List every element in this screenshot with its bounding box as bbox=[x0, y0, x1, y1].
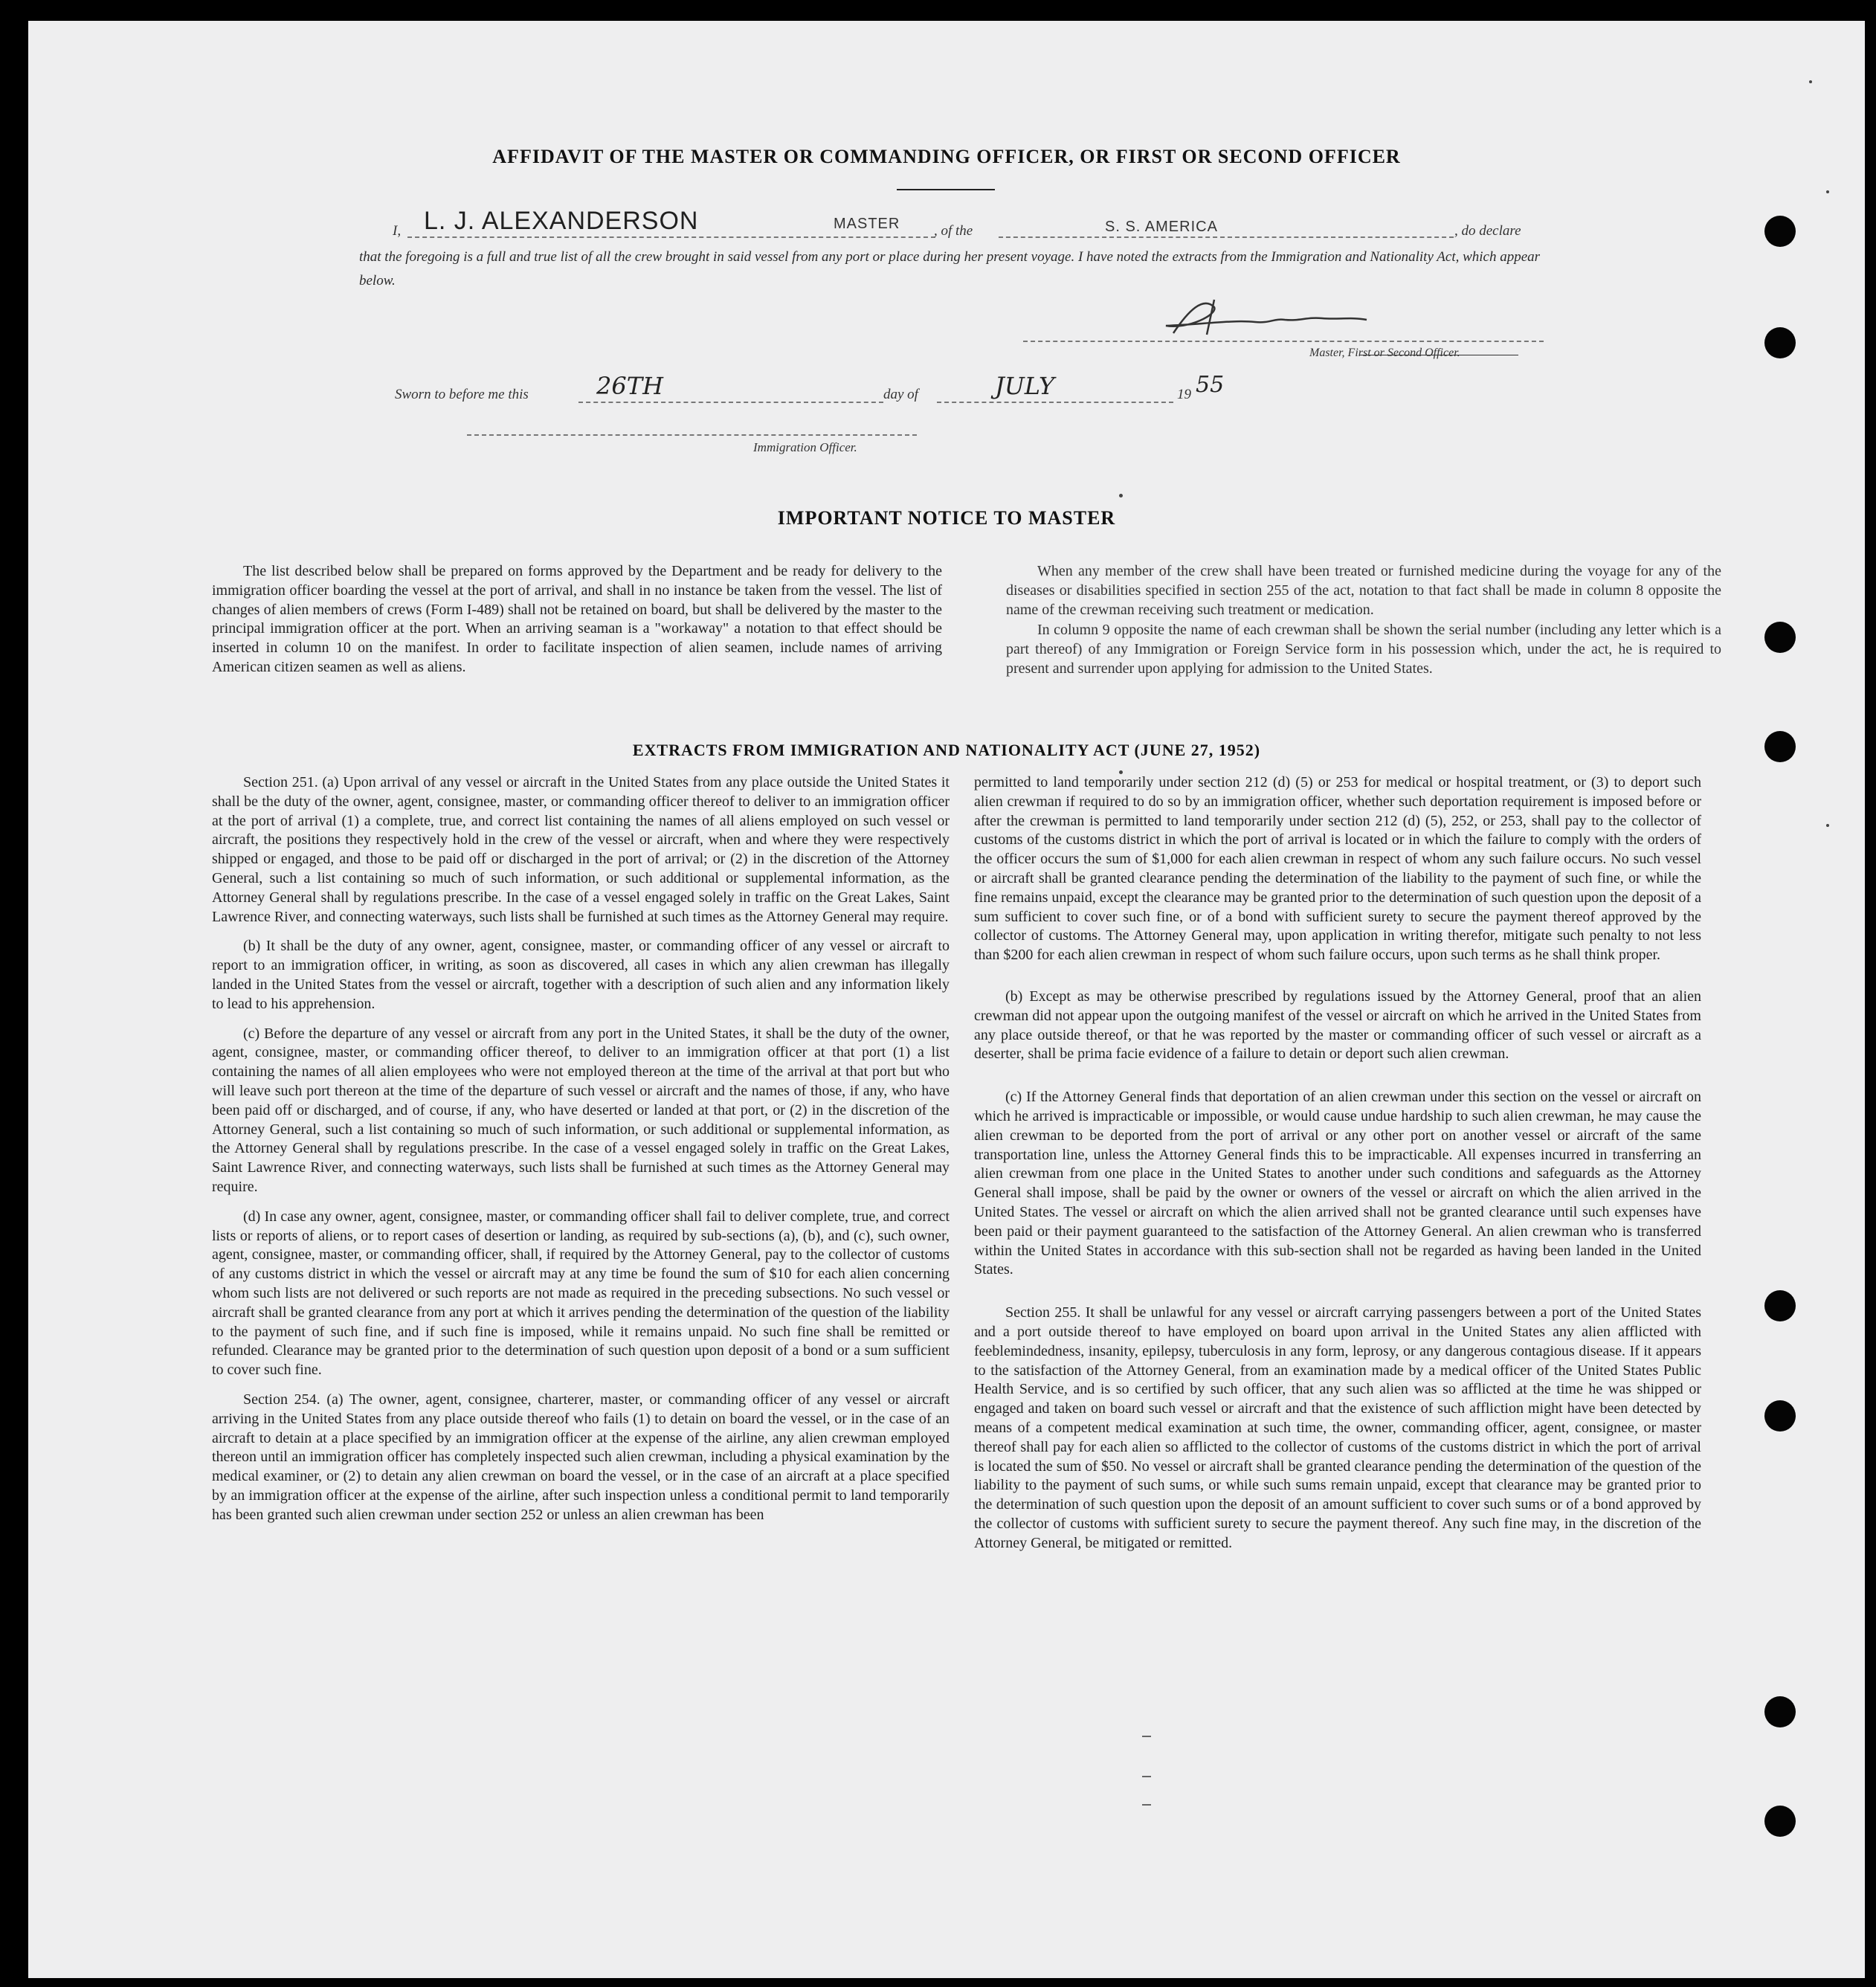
binder-hole bbox=[1764, 216, 1796, 247]
scan-mark bbox=[1809, 80, 1812, 83]
scan-mark bbox=[1826, 190, 1829, 193]
binder-hole bbox=[1764, 1696, 1796, 1727]
scan-mark bbox=[1119, 494, 1123, 497]
affidavit-title: AFFIDAVIT OF THE MASTER OR COMMANDING OFFICER, OR FIRST OR SECOND OFFICER bbox=[492, 146, 1401, 167]
section-255: Section 255. It shall be unlawful for any vessel or aircraft carrying passengers between a port of the United States and a port outside thereof to have employed on board upon arrival in the United States any alien afflicted with feeblemindedness, insanity, epilepsy, tuberculosis in any form, leprosy, or any dangerous contagious disease. If it appears to the satisfaction of the Attorney General, from an examination made by a medical officer of the United States Public Health Service, and is so certified by such officer, that any such alien was so afflicted at the time he was shipped or engaged and taken on board such vessel or aircraft and that the existence of such affliction might have been detected by means of a competent medical examination at such time, the owner, commanding officer, agent, consignee, or master thereof shall pay for each alien so afflicted to the collector of customs of the customs district in which the port of arrival is located the sum of $50. No vessel or aircraft shall be granted clearance pending the determination of the question of the liability to the payment of such sums, or while such sums remain unpaid, except that clearance may be granted prior to the determination of such question upon the deposit of an amount sufficient to cover such sums or of a bond approved by the collector of customs with sufficient surety to secure the payment thereof. Any such fine may, in the discretion of the Attorney General, be mitigated or remitted. bbox=[974, 1304, 1701, 1551]
notice-right-column bbox=[1006, 562, 1721, 689]
vessel-line bbox=[999, 236, 1454, 238]
document-page bbox=[28, 21, 1865, 1978]
notice-left-column bbox=[212, 562, 942, 688]
officer-line bbox=[467, 434, 917, 436]
officer-caption: Immigration Officer. bbox=[753, 440, 857, 454]
section-251b: (b) It shall be the duty of any owner, agent, consignee, master, or commanding officer of any vessel or aircraft to report to an immigration officer, in writing, as soon as discovered, all cases in which any alien crewman has illegally landed in the United States from the vessel or aircraft, together with a description of such alien and any information likely to lead to his apprehension. bbox=[212, 938, 950, 1012]
day-line bbox=[578, 402, 883, 403]
master-rank: MASTER bbox=[834, 216, 900, 232]
notice-right-text-1: When any member of the crew shall have been treated or furnished medicine during the voyage for any of the diseases or disabilities specified in section 255 of the act, notation to that fact shall be made in column 8 opposite the name of the crewman receiving such treatment or medication. bbox=[1006, 563, 1721, 618]
scan-mark bbox=[1142, 1776, 1151, 1777]
notice-title: IMPORTANT NOTICE TO MASTER bbox=[777, 507, 1116, 529]
month-line bbox=[937, 402, 1173, 403]
of-the-label: , of the bbox=[934, 223, 973, 239]
year-prefix: 19 bbox=[1177, 387, 1191, 402]
section-254a: Section 254. (a) The owner, agent, consignee, charterer, master, or commanding officer of any vessel or aircraft arriving in the United States from any place outside thereof who fails (1) to detain on board the vessel, or in the case of an aircraft to detain at a place specified by an immigration officer at the expense of the airline, any alien crewman employed thereon until an immigration officer has completely inspected such alien crewman, including a physical examination by the medical examiner, or (2) to detain any alien crewman on board the vessel, or in the case of an aircraft at a place specified by an immigration officer at the expense of the airline, after such inspection unless a conditional permit to land temporarily has been granted such alien crewman under section 252 or unless an alien crewman has been bbox=[212, 1391, 950, 1523]
section-251c: (c) Before the departure of any vessel or aircraft from any port in the United States, it shall be the duty of the owner, agent, consignee, master, or commanding officer thereof, to deliver to an immigration officer at that port (1) a list containing the names of all alien employees who were not employed thereon at the time of the arrival at that port but who will leave such port thereon at the time of the departure of such vessel or aircraft and the names of those, if any, who have been paid off or discharged, and of course, if any, who have deserted or landed at that port, or (2) in the discretion of the Attorney General, such a list containing so much of such information, or such additional or supplemental information, as the Attorney General shall by regulations prescribe. In the case of a vessel engaged solely in traffic on the Great Lakes, Saint Lawrence River, and connecting waterways, such lists shall be furnished at such times as the Attorney General may require. bbox=[212, 1025, 950, 1195]
i-label: I, bbox=[393, 223, 402, 239]
vessel-name: S. S. AMERICA bbox=[1105, 219, 1218, 235]
day-of-label: day of bbox=[883, 387, 918, 402]
extracts-right-column bbox=[974, 773, 1701, 1563]
master-signature bbox=[1144, 289, 1396, 348]
year-suffix: 55 bbox=[1196, 372, 1225, 398]
sworn-month: JULY bbox=[995, 372, 1055, 400]
section-254c: (c) If the Attorney General finds that deportation of an alien crewman under this section on the vessel or aircraft on which he arrived is impracticable or impossible, or would cause undue hardship to such alien crewman, he may cause the alien crewman to be deported from the port of arrival or any other port on another vessel or aircraft of the same transportation line, unless the Attorney General finds this to be impracticable. All expenses incurred in transferring an alien crewman from one place in the United States to another under such conditions and safeguards as the Attorney General shall impose, shall be paid by the owner or owners of the vessel or aircraft on which the alien arrived in the United States. The vessel or aircraft on which the alien arrived shall not be granted clearance until such expenses have been paid or their payment guaranteed to the satisfaction of the Attorney General. An alien crewman who is transferred within the United States in accordance with this sub-section shall not be regarded as having been landed in the United States. bbox=[974, 1089, 1701, 1278]
binder-hole bbox=[1764, 1400, 1796, 1432]
scan-mark bbox=[1826, 824, 1829, 827]
sworn-day: 26TH bbox=[596, 372, 663, 400]
title-rule bbox=[897, 189, 995, 190]
section-251a: Section 251. (a) Upon arrival of any vessel or aircraft in the United States from any place outside the United States it shall be the duty of the owner, agent, consignee, master, or commanding officer thereof to deliver to an immigration officer at the port of arrival (1) a complete, true, and correct list containing the names of all aliens employed on such vessel or aircraft, the positions they respectively hold in the crew of the vessel or aircraft, when and where they were respectively shipped or engaged, and those to be paid off or discharged in the port of arrival; or (2) in the discretion of the Attorney General, such a list containing so much of such information, or such additional or supplemental information, as the Attorney General shall by regulations prescribe. In the case of a vessel engaged solely in traffic on the Great Lakes, Saint Lawrence River, and connecting waterways, such lists shall be furnished at such times as the Attorney General may require. bbox=[212, 774, 950, 925]
binder-hole bbox=[1764, 1806, 1796, 1837]
section-251d: (d) In case any owner, agent, consignee, master, or commanding officer shall fail to deliver complete, true, and correct lists or reports of aliens, or to report cases of desertion or landing, as required by sub-sections (a), (b), and (c), such owner, agent, consignee, master, or commanding officer, shall, if required by the Attorney General, pay to the collector of customs of any customs district in which the vessel or aircraft may at any time be found the sum of $10 for each alien concerning whom such lists are not delivered or such reports are not made as required in the preceding subsections. No such vessel or aircraft shall be granted clearance from any port at which it arrives pending the determination of the question of the liability to the payment of such fine, and if such fine is imposed, while it remains unpaid. No such fine shall be remitted or refunded. Clearance may be granted prior to the determination of such question upon deposit of a bond or a sum sufficient to cover such fine. bbox=[212, 1208, 950, 1379]
signature-caption: Master, First or Second Officer. bbox=[1309, 347, 1460, 359]
binder-hole bbox=[1764, 622, 1796, 653]
scan-mark bbox=[1119, 770, 1123, 774]
declare-label: , do declare bbox=[1454, 223, 1521, 239]
section-254b: (b) Except as may be otherwise prescribed by regulations issued by the Attorney General, proof that an alien crewman did not appear upon the outgoing manifest of the vessel or aircraft on which he arrived in the United States from any place outside thereof, or that he was reported by the master or commanding officer of such vessel or aircraft as a deserter, shall be prima facie evidence of a failure to detain or deport such alien crewman. bbox=[974, 988, 1701, 1063]
binder-hole bbox=[1764, 327, 1796, 358]
notice-left-text: The list described below shall be prepared on forms approved by the Department and be ready for delivery to the immigration officer boarding the vessel at the port of arrival, and shall in no instance be taken from the vessel. The list of changes of alien members of crews (Form I-489) shall not be retained on board, but shall be delivered by the master to the principal immigration officer at the port. When an arriving seaman is a "workaway" a notation to that effect should be inserted in column 10 on the manifest. In order to facilitate inspection of alien seamen, include names of arriving American citizen seamen as well as aliens. bbox=[212, 563, 942, 675]
notice-right-text-2: In column 9 opposite the name of each crewman shall be shown the serial number (including any letter which is a part thereof) of any Immigration or Foreign Service form in his possession which, under the act, he is required to present and surrender upon applying for admission to the United States. bbox=[1006, 622, 1721, 677]
section-254a-continued: permitted to land temporarily under section 212 (d) (5) or 253 for medical or hospital treatment, or (3) to deport such alien crewman if required to do so by an immigration officer, whether such deportation requirement is imposed before or after the crewman is permitted to land temporarily under section 212 (d) (5), 252, or 253, shall pay to the collector of customs of the customs district in which the port of arrival is located or in which the failure to comply with the orders of the officer occurs the sum of $1,000 for each alien crewman in respect of whom any such failure occurs. No such vessel or aircraft shall be granted clearance pending the determination of the liability to the payment of such fine, or while the fine remains unpaid, except the clearance may be granted prior to the determination of such question upon the deposit of a sum sufficient to cover such fine, or of a bond with sufficient surety to secure the payment thereof approved by the collector of customs. The Attorney General may, upon application in writing therefor, mitigate such penalty to not less than $200 for each alien crewman in respect of whom such failure occurs, upon such terms as he shall think proper. bbox=[974, 774, 1701, 964]
sworn-label: Sworn to before me this bbox=[395, 387, 529, 402]
declaration-text: that the foregoing is a full and true list of all the crew brought in said vessel from any port or place during her present voyage. I have noted the extracts from the Immigration and Nationality Act, which appear below. bbox=[359, 249, 1541, 289]
extracts-title: EXTRACTS FROM IMMIGRATION AND NATIONALITY ACT (JUNE 27, 1952) bbox=[632, 741, 1261, 759]
binder-hole bbox=[1764, 1290, 1796, 1321]
extracts-left-column bbox=[212, 773, 950, 1535]
scan-mark bbox=[1142, 1804, 1151, 1806]
name-line bbox=[407, 236, 935, 238]
scan-mark bbox=[1142, 1736, 1151, 1737]
master-name: L. J. ALEXANDERSON bbox=[424, 207, 699, 235]
signature-line bbox=[1023, 341, 1544, 342]
